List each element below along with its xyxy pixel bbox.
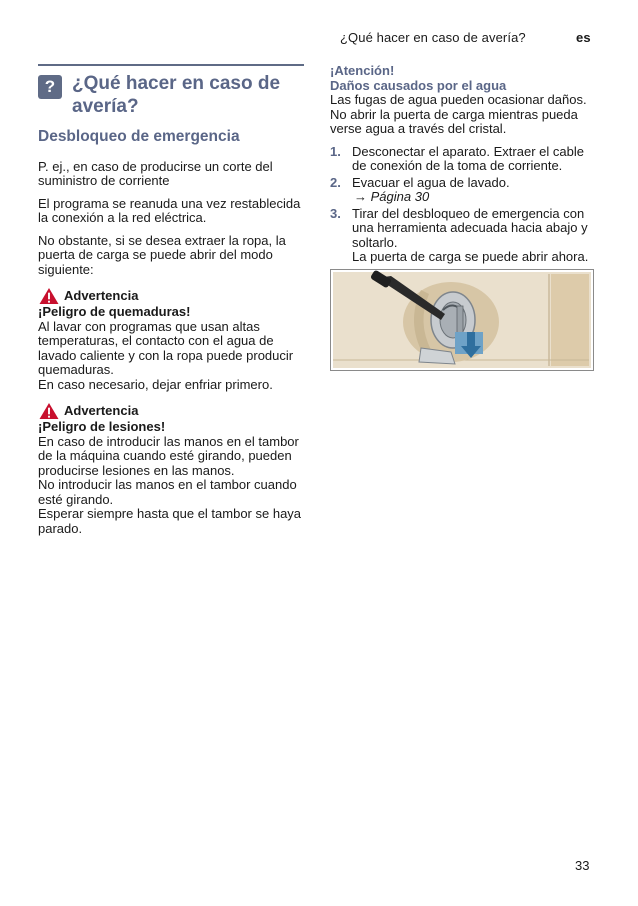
intro-paragraph-2: El programa se reanuda una vez restablecida la conexión a la red eléctrica. xyxy=(38,195,301,225)
steps-list xyxy=(330,145,594,265)
page-reference-text: Página 30 xyxy=(370,189,430,204)
language-code: es xyxy=(576,30,591,45)
step-text-result: La puerta de carga se puede abrir ahora. xyxy=(352,249,589,264)
warning-label: Advertencia xyxy=(64,402,139,418)
page-reference-link[interactable] xyxy=(352,189,429,204)
intro-paragraph-3: No obstante, si se desea extraer la ropa, la puerta de carga se puede abrir del modo siguiente: xyxy=(38,232,286,277)
warning-heading-burns xyxy=(38,287,304,305)
warning-triangle-icon xyxy=(38,287,60,305)
warning-text-injury: En caso de introducir las manos en el tambor de la máquina cuando esté girando, pueden producirse lesiones en las manos. xyxy=(38,433,299,478)
warning-heading-injury xyxy=(38,402,304,420)
warning-action-injury-1: No introducir las manos en el tambor cuando esté girando. xyxy=(38,477,297,507)
question-mark-icon: ? xyxy=(38,75,62,99)
attention-text-1: Las fugas de agua pueden ocasionar daños. xyxy=(330,92,587,107)
warning-label: Advertencia xyxy=(64,287,139,303)
step-text: Tirar del desbloqueo de emergencia con una herramienta adecuada hacia abajo y soltarlo. xyxy=(352,205,588,250)
warning-action-burns: En caso necesario, dejar enfriar primero. xyxy=(38,376,273,392)
page-header xyxy=(340,30,600,50)
warning-triangle-icon xyxy=(38,402,60,420)
warning-text-burns: Al lavar con programas que usan altas temperaturas, el contacto con el agua de lavado caliente y con la ropa puede producir quemaduras. xyxy=(38,318,294,377)
emergency-release-illustration xyxy=(330,269,594,371)
step-text: Desconectar el aparato. Extraer el cable de conexión de la toma de corriente. xyxy=(352,143,584,173)
intro-paragraph-1: P. ej., en caso de producirse un corte del suministro de corriente xyxy=(38,158,273,188)
section-title-block xyxy=(38,72,304,118)
step-item xyxy=(330,207,594,265)
page-number: 33 xyxy=(575,858,590,873)
step-text: Evacuar el agua de lavado. xyxy=(352,174,510,190)
left-column xyxy=(38,64,304,536)
step-number: 2. xyxy=(330,174,341,190)
subsection-title: Desbloqueo de emergencia xyxy=(38,127,240,145)
step-item xyxy=(330,176,594,205)
warning-action-injury-2: Esperar siempre hasta que el tambor se haya parado. xyxy=(38,506,302,536)
attention-title: ¡Atención! xyxy=(330,63,395,78)
warning-title-injury: ¡Peligro de lesiones! xyxy=(38,419,166,434)
header-title: ¿Qué hacer en caso de avería? xyxy=(340,30,526,45)
step-number: 1. xyxy=(330,143,341,159)
right-column xyxy=(330,64,594,371)
step-number: 3. xyxy=(330,205,341,221)
warning-title-burns: ¡Peligro de quemaduras! xyxy=(38,304,191,319)
title-rule xyxy=(38,64,304,66)
step-item xyxy=(330,145,594,174)
washing-machine-illustration xyxy=(331,270,593,370)
section-title: ¿Qué hacer en caso de avería? xyxy=(72,72,281,117)
attention-text-2: No abrir la puerta de carga mientras pueda verse agua a través del cristal. xyxy=(330,106,578,136)
arrow-right-icon: → xyxy=(354,189,367,204)
attention-subtitle: Daños causados por el agua xyxy=(330,77,507,93)
